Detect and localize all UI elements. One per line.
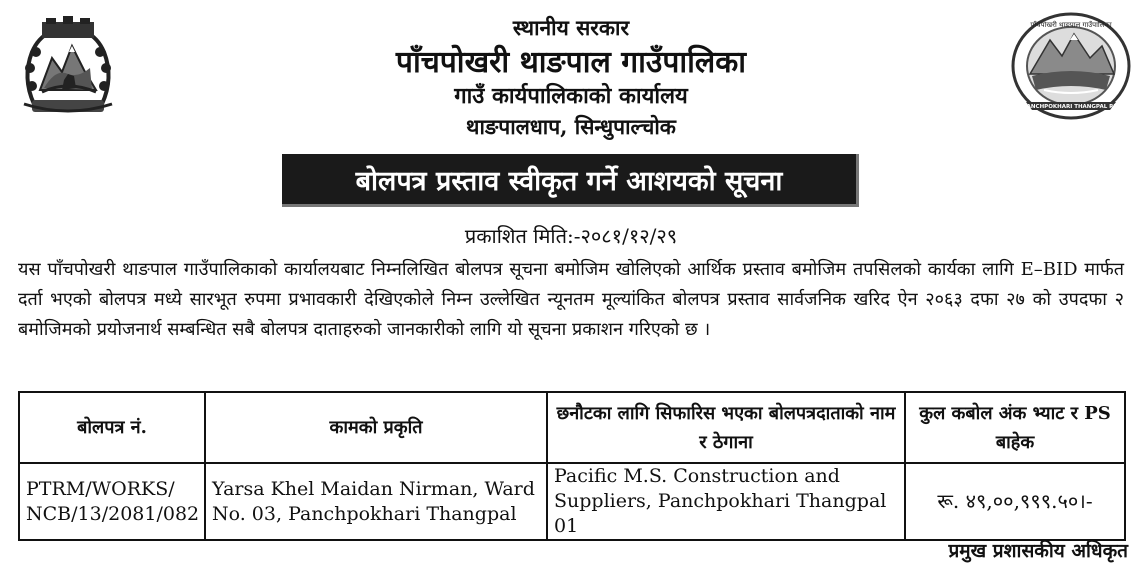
logo-bottom-text: PANCHPOKHARI THANGPAL RM xyxy=(1023,104,1119,110)
header-local-government: स्थानीय सरकार xyxy=(512,15,630,40)
signoff-chief-administrative-officer: प्रमुख प्रशासकीय अधिकृत xyxy=(948,540,1128,562)
bid-table xyxy=(18,391,1126,541)
col-total-amount: कुल कबोल अंक भ्याट र PS बाहेक xyxy=(905,392,1125,463)
notice-title-banner xyxy=(282,154,859,207)
header-address: थाङपालधाप, सिन्धुपाल्चोक xyxy=(466,114,676,139)
published-date: प्रकाशित मिति:-२०८१/१२/२९ xyxy=(464,224,678,248)
cell-amount: रू. ४९,००,९९९.५०।- xyxy=(905,463,1125,540)
table-row xyxy=(19,463,1125,540)
header-office-name: गाउँ कार्यपालिकाको कार्यालय xyxy=(454,83,688,109)
cell-work-nature: Yarsa Khel Maidan Nirman, Ward No. 03, Panchpokhari Thangpal xyxy=(205,463,547,540)
cell-bid-number: PTRM/WORKS/ NCB/13/2081/082 xyxy=(19,463,205,540)
col-work-nature: कामको प्रकृति xyxy=(205,392,547,463)
cell-bidder: Pacific M.S. Construction and Suppliers, Panchpokhari Thangpal 01 xyxy=(547,463,905,540)
col-recommended-bidder: छनौटका लागि सिफारिस भएका बोलपत्रदाताको नाम र ठेगाना xyxy=(547,392,905,463)
table-header-row xyxy=(19,392,1125,463)
header-municipality-name: पाँचपोखरी थाङपाल गाउँपालिका xyxy=(395,45,747,80)
logo-top-text: पाँचपोखरी थाङपाल गाउँपालिका xyxy=(1030,21,1112,29)
notice-body: यस पाँचपोखरी थाङपाल गाउँपालिकाको कार्यालयबाट निम्नलिखित बोलपत्र सूचना बमोजिम खोलिएको आर्थिक प्रस्ताव बमोजिम तपसिलको कार्यका लागि E–BID मार्फत दर्ता भएको बोलपत्र मध्ये सारभूत रुपमा प्रभावकारी देखिएकोले निम्न उल्लेखित न्यूनतम मूल्यांकित बोलपत्र प्रस्ताव सार्वजनिक खरिद ऐन २०६३ दफा २७ को उपदफा २ बमोजिमको प्रयोजनार्थ सम्बन्धित सबै बोलपत्र दाताहरुको जानकारीको लागि यो सूचना प्रकाशन गरिएको छ । xyxy=(18,259,1124,340)
notice-title: बोलपत्र प्रस्ताव स्वीकृत गर्ने आशयको सूचना xyxy=(355,165,783,197)
col-bid-number: बोलपत्र नं. xyxy=(19,392,205,463)
